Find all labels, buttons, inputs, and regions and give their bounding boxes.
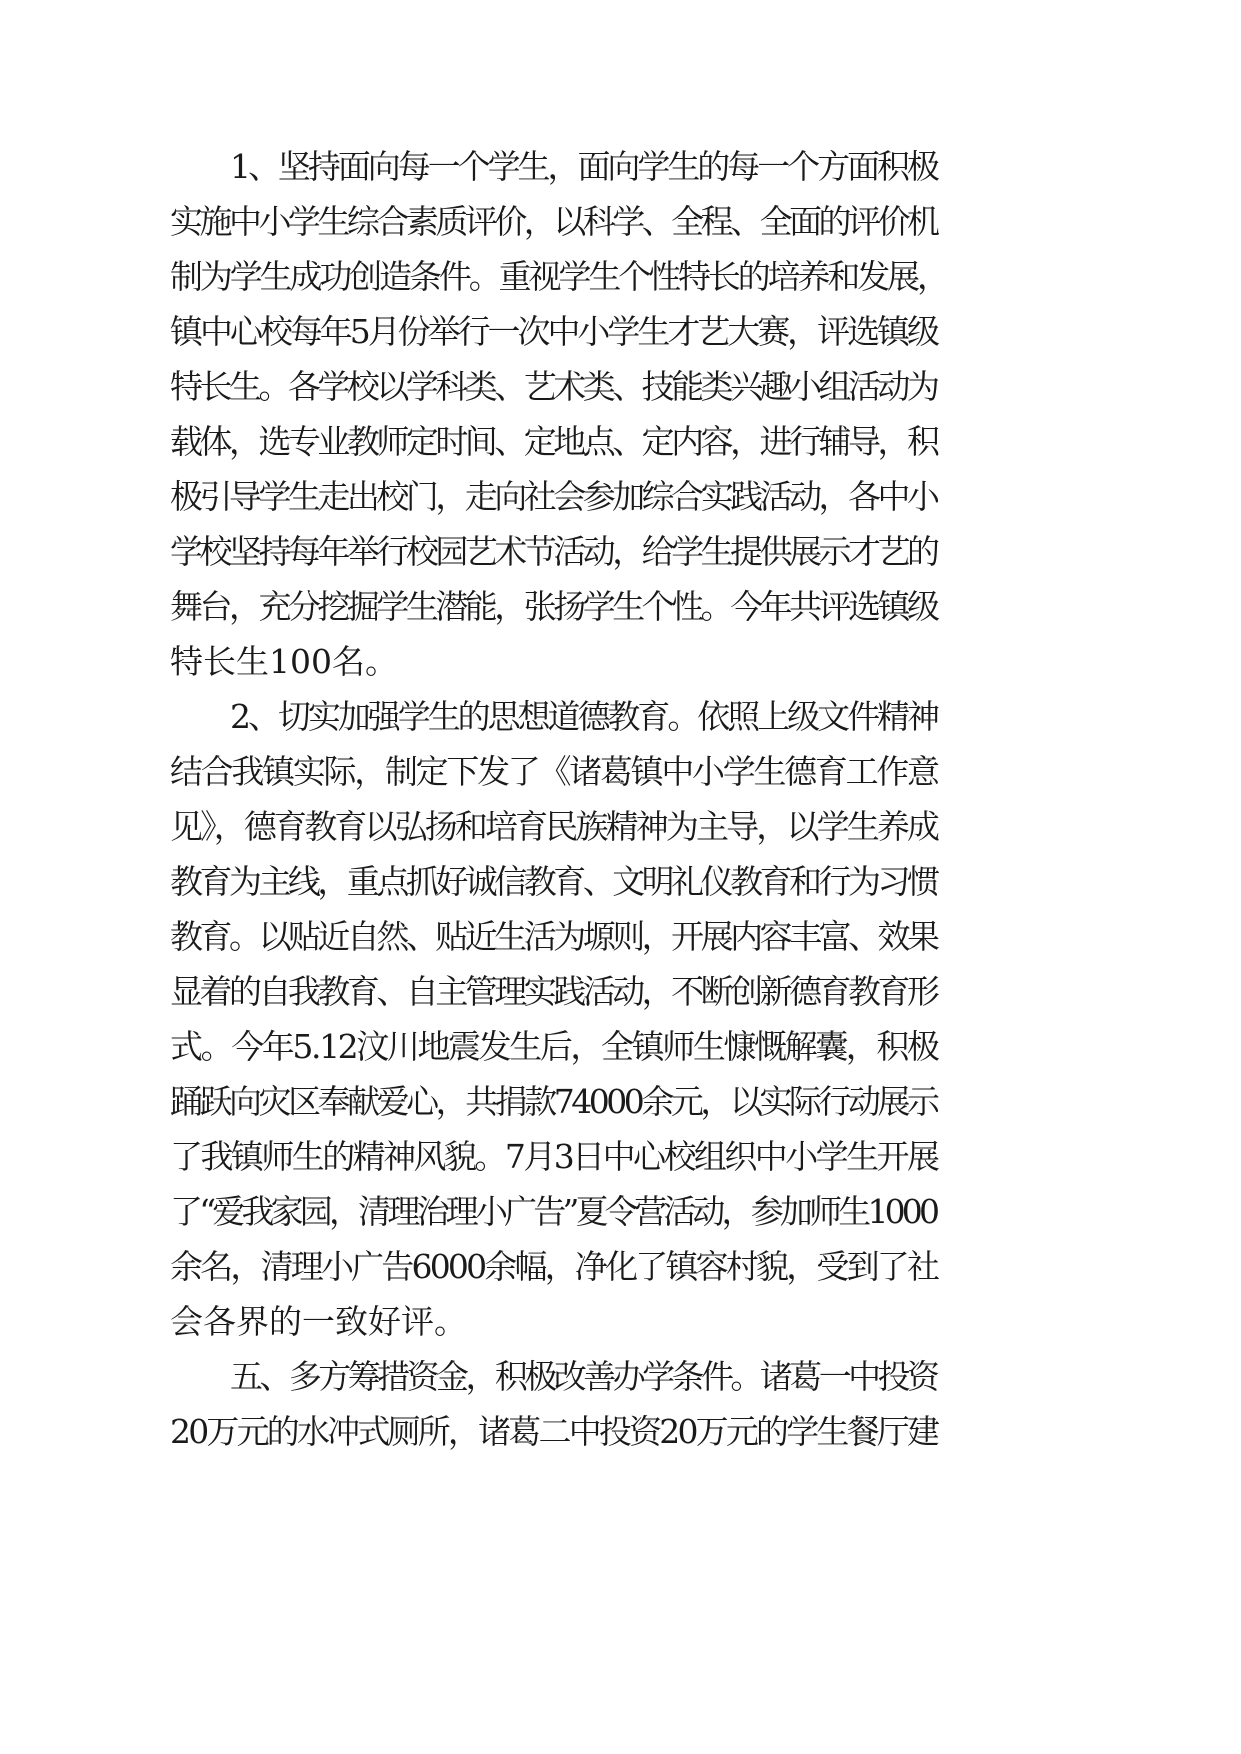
text-line xyxy=(0,467,1241,527)
text-line xyxy=(0,192,1241,252)
line-text: 特长生100名。 xyxy=(170,642,398,681)
line-text: 踊跃向灾区奉献爱心，共捐款74000余元，以实际行动展示 xyxy=(170,1082,937,1121)
line-text: 制为学生成功创造条件。重视学生个性特长的培养和发展， xyxy=(170,257,947,296)
text-line xyxy=(0,1072,1241,1132)
line-text: 会各界的一致好评。 xyxy=(170,1302,467,1341)
text-line xyxy=(0,302,1241,362)
line-text: 显着的自我教育、自主管理实践活动，不断创新德育教育形 xyxy=(170,972,937,1011)
line-text: 结合我镇实际，制定下发了《诸葛镇中小学生德育工作意 xyxy=(170,752,938,791)
text-line xyxy=(0,962,1241,1022)
line-text: 载体，选专业教师定时间、定地点、定内容，进行辅导，积 xyxy=(170,422,937,461)
text-line xyxy=(0,1237,1241,1297)
text-line xyxy=(0,1292,1241,1352)
text-line xyxy=(0,412,1241,472)
line-text: 教育。以贴近自然、贴近生活为塬则，开展内容丰富、效果 xyxy=(170,917,937,956)
line-text: 镇中心校每年5月份举行一次中小学生才艺大赛，评选镇级 xyxy=(170,312,937,351)
line-text: 五、多方筹措资金，积极改善办学条件。诸葛一中投资 xyxy=(230,1357,937,1396)
text-line xyxy=(0,357,1241,417)
line-text: 了“爱我家园，清理治理小广告”夏令营活动，参加师生1000 xyxy=(170,1192,937,1231)
text-line xyxy=(0,742,1241,802)
text-line xyxy=(0,247,1241,307)
line-text: 余名，清理小广告6000余幅，净化了镇容村貌，受到了社 xyxy=(170,1247,938,1286)
text-line xyxy=(0,577,1241,637)
line-text: 舞台，充分挖掘学生潜能，张扬学生个性。今年共评选镇级 xyxy=(170,587,937,626)
text-line xyxy=(0,687,1241,747)
text-line xyxy=(0,1182,1241,1242)
line-text: 学校坚持每年举行校园艺术节活动，给学生提供展示才艺的 xyxy=(170,532,937,571)
line-text: 式。今年5.12汶川地震发生后，全镇师生慷慨解囊，积极 xyxy=(170,1027,938,1066)
line-text: 2、切实加强学生的思想道德教育。依照上级文件精神 xyxy=(230,697,937,736)
text-line xyxy=(0,632,1241,692)
text-line xyxy=(0,1347,1241,1407)
text-line xyxy=(0,852,1241,912)
text-line xyxy=(0,522,1241,582)
line-text: 了我镇师生的精神风貌。7月3日中心校组织中小学生开展 xyxy=(170,1137,938,1176)
line-text: 实施中小学生综合素质评价，以科学、全程、全面的评价机 xyxy=(170,202,937,241)
text-line xyxy=(0,1017,1241,1077)
text-line xyxy=(0,1402,1241,1462)
text-line xyxy=(0,137,1241,197)
line-text: 教育为主线，重点抓好诚信教育、文明礼仪教育和行为习惯 xyxy=(170,862,937,901)
text-line xyxy=(0,797,1241,857)
text-line xyxy=(0,907,1241,967)
line-text: 20万元的水冲式厕所，诸葛二中投资20万元的学生餐厅建 xyxy=(170,1412,938,1451)
line-text: 极引导学生走出校门，走向社会参加综合实践活动，各中小 xyxy=(170,477,937,516)
line-text: 特长生。各学校以学科类、艺术类、技能类兴趣小组活动为 xyxy=(170,367,937,406)
line-text: 1、坚持面向每一个学生，面向学生的每一个方面积极 xyxy=(230,147,937,186)
line-text: 见》，德育教育以弘扬和培育民族精神为主导，以学生养成 xyxy=(170,807,938,846)
text-line xyxy=(0,1127,1241,1187)
